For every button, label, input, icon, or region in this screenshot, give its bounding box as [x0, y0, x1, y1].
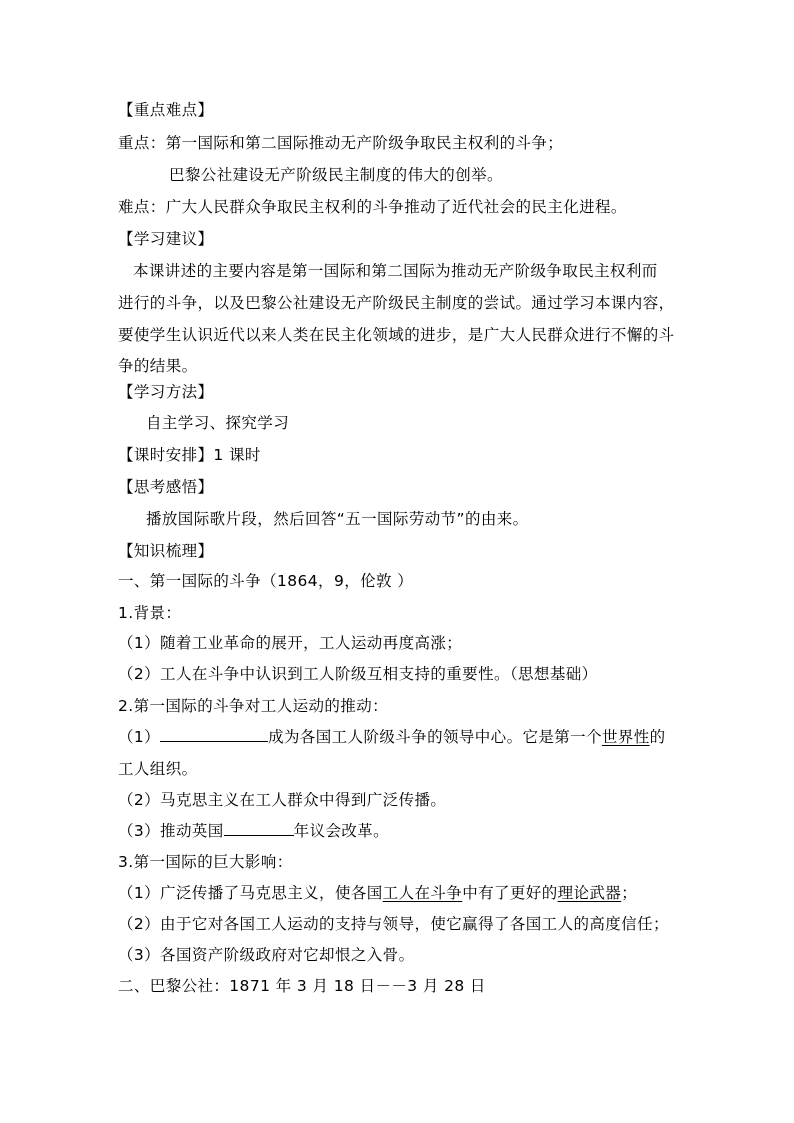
advice-paragraph-line-1: 本课讲述的主要内容是第一国际和第二国际为推动无产阶级争取民主权利而	[133, 262, 658, 280]
underlined-term: 理论武器	[557, 884, 622, 902]
difficulty-text: 难点：广大人民群众争取民主权利的斗争推动了近代社会的民主化进程。	[118, 198, 627, 216]
subsection-influence: 3.第一国际的巨大影响：	[118, 853, 293, 871]
promotion-item-3: （3）推动英国 年议会改革。	[118, 822, 390, 840]
underlined-term: 世界性	[601, 728, 650, 746]
advice-paragraph-line-2: 进行的斗争，以及巴黎公社建设无产阶级民主制度的尝试。通过学习本课内容，	[118, 294, 675, 312]
influence-item-2: （2）由于它对各国工人运动的支持与领导，使它赢得了各国工人的高度信任；	[118, 915, 669, 933]
promotion-item-1-cont: 工人组织。	[118, 760, 198, 778]
influence-item-1: （1）广泛传播了马克思主义，使各国工人在斗争中有了更好的理论武器；	[118, 884, 638, 902]
key-point-text-2: 巴黎公社建设无产阶级民主制度的伟大的创举。	[169, 166, 503, 184]
promotion-item-1: （1） 成为各国工人阶级斗争的领导中心。它是第一个世界性的	[118, 728, 666, 746]
subsection-background: 1.背景：	[118, 604, 182, 622]
section-1-title: 一、第一国际的斗争（1864，9，伦敦 ）	[118, 572, 414, 590]
advice-paragraph-line-4: 争的结果。	[118, 357, 198, 375]
heading-schedule: 【课时安排】1 课时	[118, 446, 261, 464]
promotion-item-2: （2）马克思主义在工人群众中得到广泛传播。	[118, 791, 447, 809]
influence-item-3: （3）各国资产阶级政府对它却恨之入骨。	[118, 946, 415, 964]
heading-knowledge: 【知识梳理】	[118, 542, 214, 560]
heading-key-points: 【重点难点】	[118, 101, 214, 119]
fill-blank[interactable]	[224, 821, 294, 836]
reflection-text: 播放国际歌片段，然后回答“五一国际劳动节”的由来。	[146, 510, 529, 528]
underlined-term: 工人在斗争	[382, 884, 463, 902]
heading-study-advice: 【学习建议】	[118, 230, 214, 248]
fill-blank[interactable]	[160, 727, 268, 742]
heading-study-method: 【学习方法】	[118, 383, 214, 401]
section-2-title: 二、巴黎公社：1871 年 3 月 18 日－－3 月 28 日	[118, 977, 486, 995]
subsection-promotion: 2.第一国际的斗争对工人运动的推动：	[118, 697, 388, 715]
background-item-2: （2）工人在斗争中认识到工人阶级互相支持的重要性。（思想基础）	[118, 665, 598, 683]
study-method-text: 自主学习、探究学习	[146, 414, 290, 432]
heading-reflection: 【思考感悟】	[118, 478, 214, 496]
advice-paragraph-line-3: 要使学生认识近代以来人类在民主化领域的进步，是广大人民群众进行不懈的斗	[118, 326, 675, 344]
key-point-text: 重点：第一国际和第二国际推动无产阶级争取民主权利的斗争；	[118, 134, 564, 152]
background-item-1: （1）随着工业革命的展开，工人运动再度高涨；	[118, 634, 463, 652]
